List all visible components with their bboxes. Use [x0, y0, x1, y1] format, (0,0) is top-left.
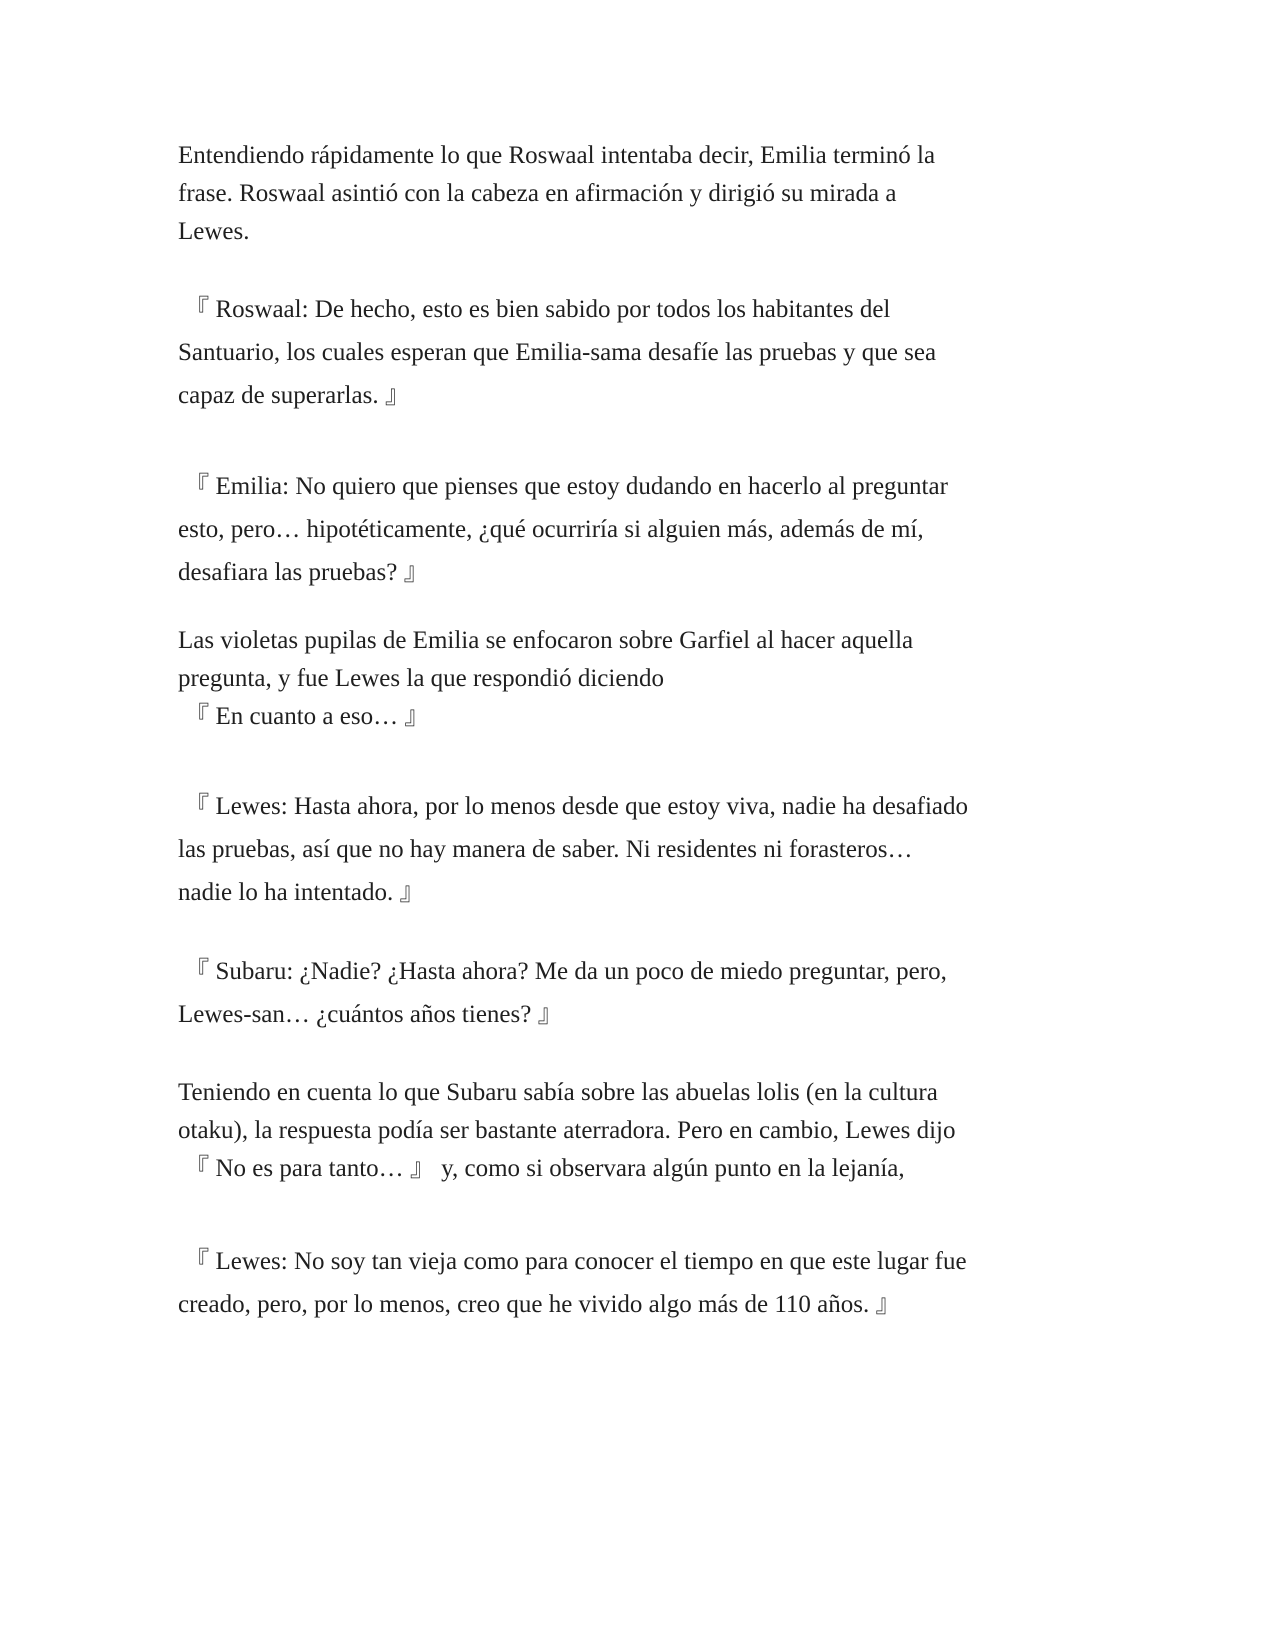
narration-paragraph-1: Entendiendo rápidamente lo que Roswaal intentaba decir, Emilia terminó la frase. Roswaal asintió con la cabeza en afirmación y dirigió su mirada a Lewes. [178, 142, 936, 245]
dialogue-roswaal: 『 Roswaal: De hecho, esto es bien sabido por todos los habitantes del Santuario, los cuales esperan que Emilia-sama desafíe las pruebas y que sea capaz de superarlas. 』 [178, 296, 937, 409]
dialogue-emilia: 『 Emilia: No quiero que pienses que estoy dudando en hacerlo al preguntar esto, pero… hipotéticamente, ¿qué ocurriría si alguien más, además de mí, desafiara las pruebas? 』 [178, 473, 948, 586]
dialogue-subaru: 『 Subaru: ¿Nadie? ¿Hasta ahora? Me da un poco de miedo preguntar, pero, Lewes-san… ¿cuántos años tienes? 』 [178, 958, 947, 1028]
dialogue-lewes-2: 『 Lewes: No soy tan vieja como para conocer el tiempo en que este lugar fue creado, pero, por lo menos, creo que he vivido algo más de 110 años. 』 [178, 1248, 967, 1318]
dialogue-lewes-1: 『 Lewes: Hasta ahora, por lo menos desde que estoy viva, nadie ha desafiado las pruebas, así que no hay manera de saber. Ni residentes ni forasteros… nadie lo ha intentado. 』 [178, 793, 969, 906]
narration-paragraph-3: Teniendo en cuenta lo que Subaru sabía sobre las abuelas lolis (en la cultura otaku), la respuesta podía ser bastante aterradora. Pero en cambio, Lewes dijo 『 No es para tanto… 』 y, como si observara algún punto en la lejanía, [178, 1079, 956, 1182]
narration-paragraph-2: Las violetas pupilas de Emilia se enfocaron sobre Garfiel al hacer aquella pregunta, y fue Lewes la que respondió diciendo 『 En cuanto a eso… 』 [178, 627, 914, 730]
